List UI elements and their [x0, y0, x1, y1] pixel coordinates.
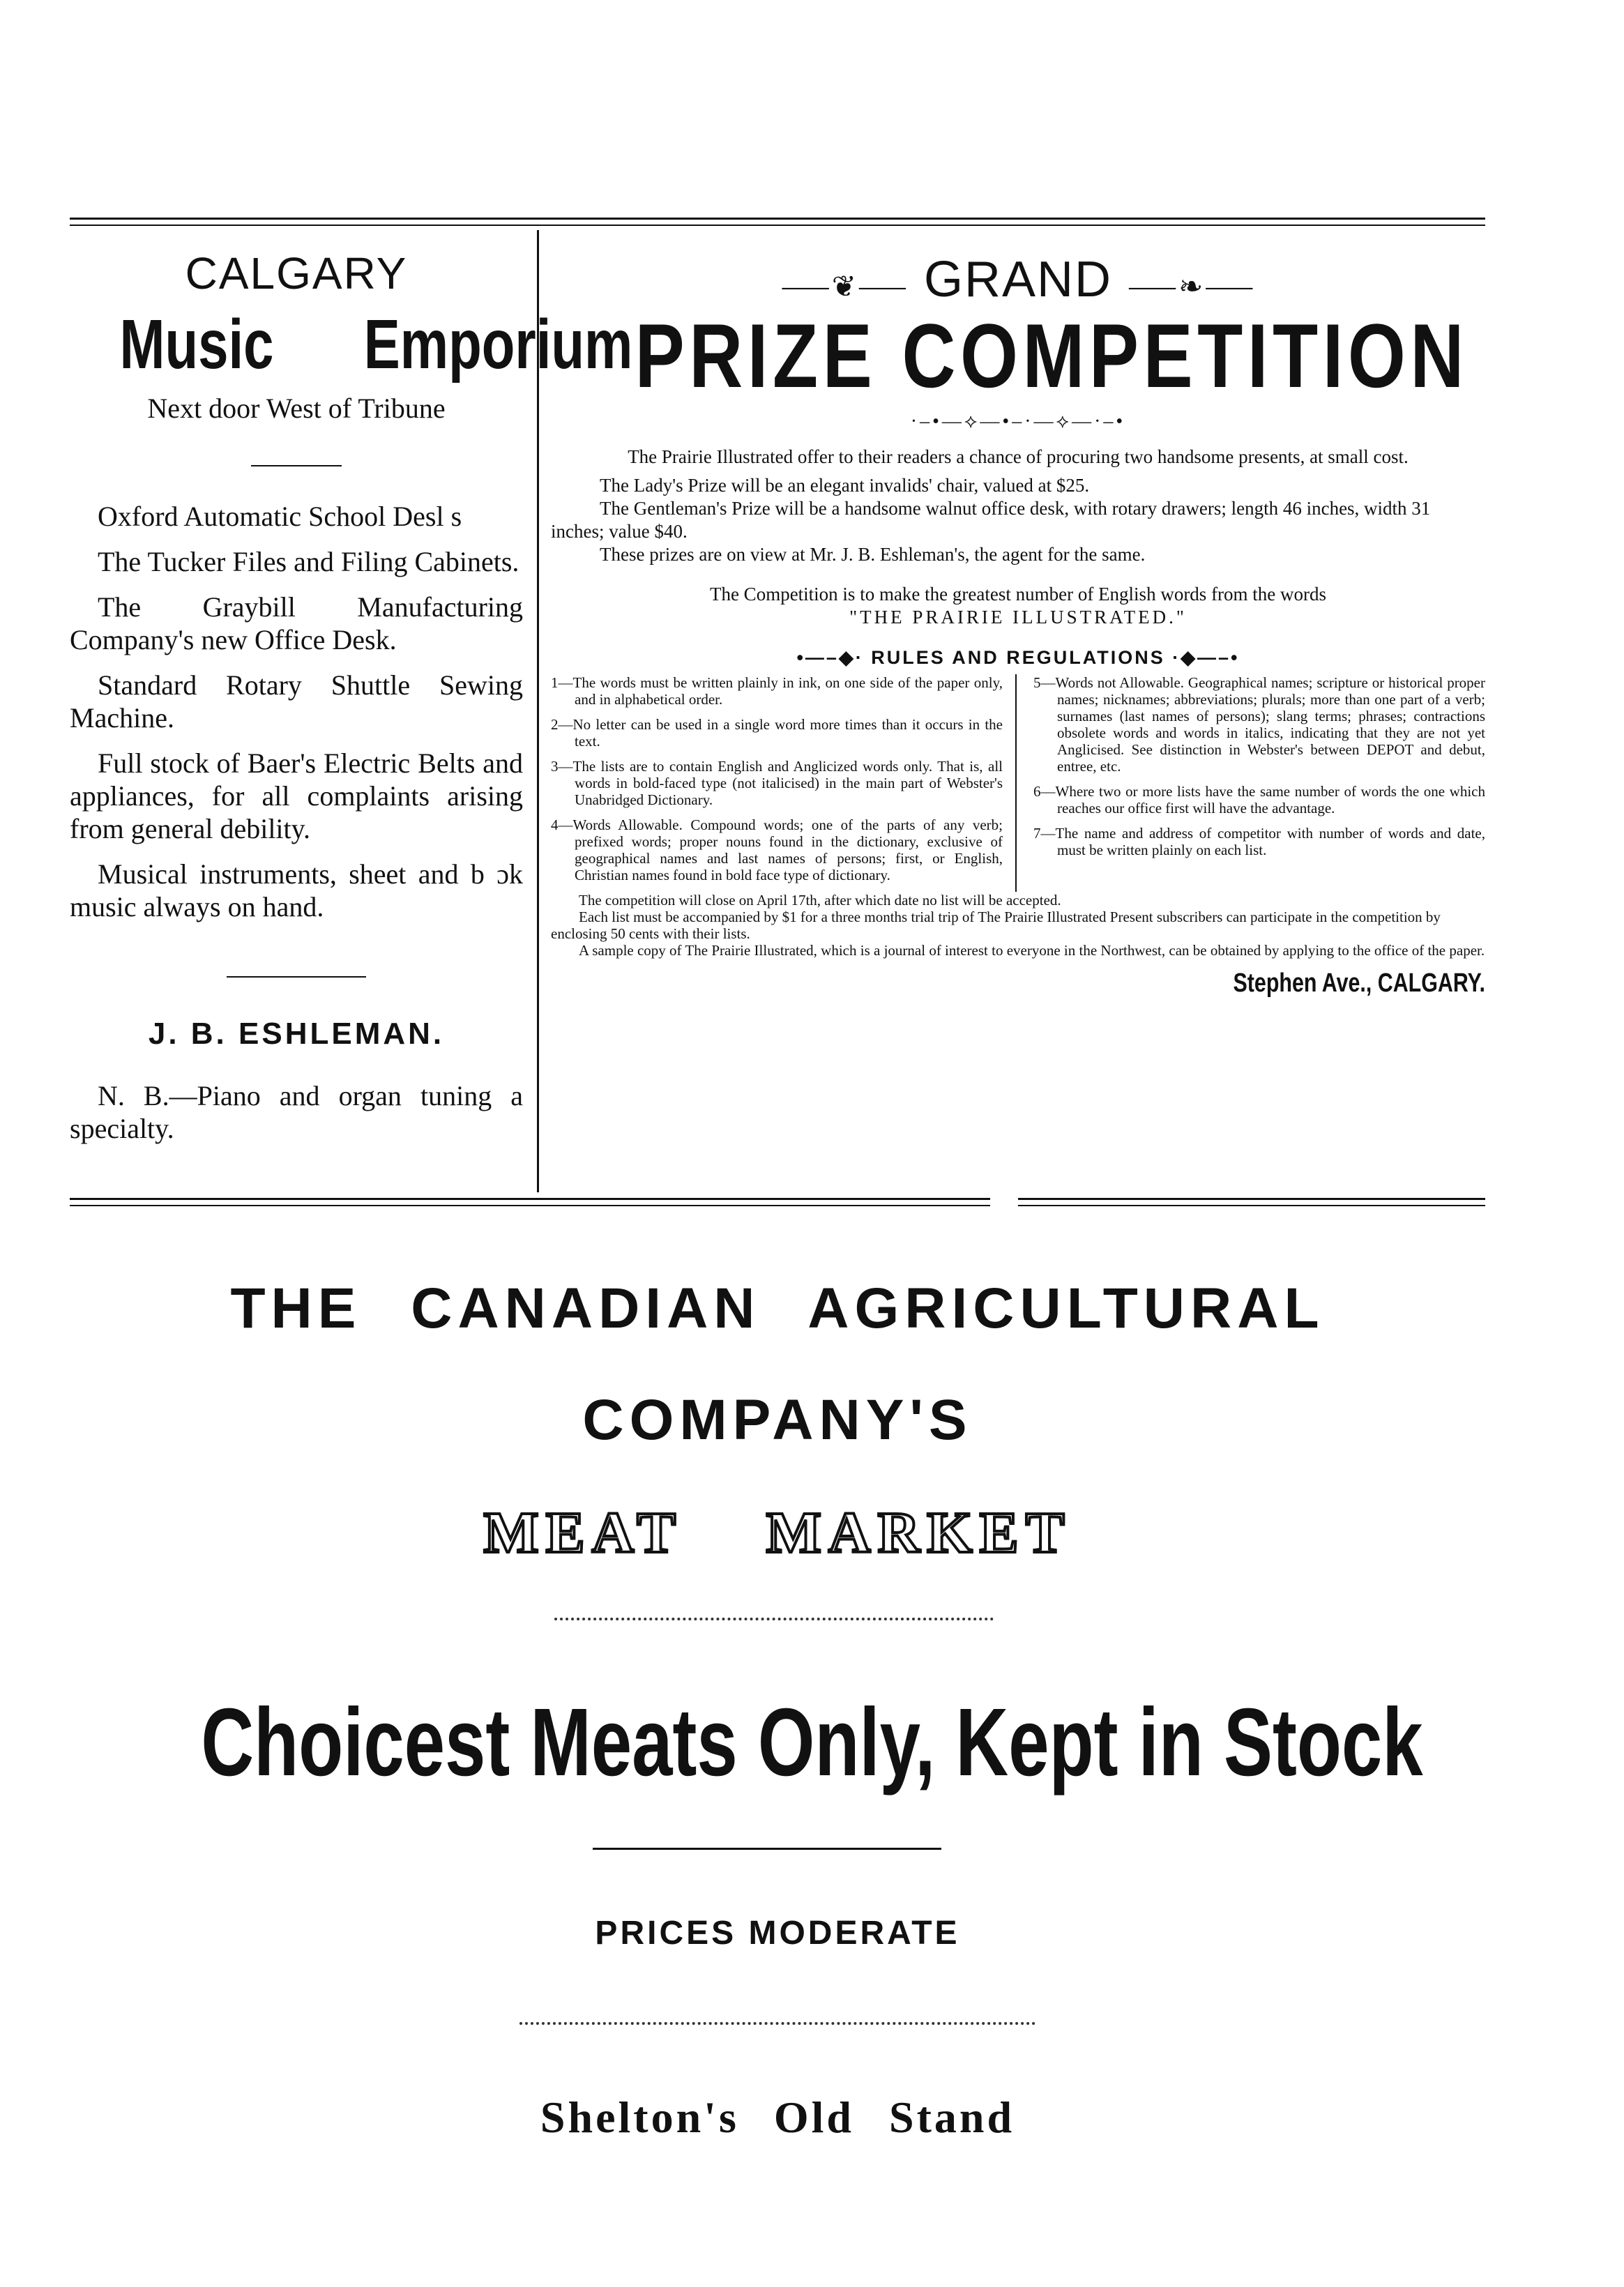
closing-para: The competition will close on April 17th, after which date no list will be accepted. [579, 891, 1061, 909]
location-line: Next door West of Tribune [147, 393, 446, 424]
mid-rule-1a [70, 1198, 990, 1200]
top-rule-2 [70, 225, 1485, 226]
business-word-music: Music [119, 305, 274, 383]
ornament-right-icon: ⸺❧⸺ [1128, 270, 1256, 303]
address-line: Stephen Ave., CALGARY. [1233, 968, 1485, 998]
prices-line: PRICES MODERATE [595, 1915, 960, 1952]
intro-para: These prizes are on view at Mr. J. B. Eshleman's, the agent for the same. [600, 543, 1146, 565]
grand-word: GRAND [923, 252, 1112, 307]
intro-para: The Gentleman's Prize will be a handsome walnut office desk, with rotary drawers; length 46 inches, width 31 inches; value $40. [551, 497, 1431, 542]
proprietor-name: J. B. ESHLEMAN. [148, 1017, 445, 1051]
item-list [70, 500, 523, 923]
intro-para: The Lady's Prize will be an elegant invalids' chair, valued at $25. [600, 474, 1090, 496]
ornament-icon: ·◆—–• [1172, 646, 1240, 668]
mid-rule-1b [1018, 1198, 1485, 1200]
ornament-icon: •—–◆· [796, 646, 864, 668]
short-divider [251, 465, 342, 466]
music-emporium-ad [70, 248, 633, 1145]
dotted-divider-2 [519, 2022, 1035, 2025]
list-item: Musical instruments, sheet and b ɔk music always on hand. [70, 858, 523, 922]
short-divider [593, 1848, 941, 1850]
dotted-divider-1 [554, 1618, 994, 1620]
rules-right-column [1033, 674, 1485, 892]
business-word-emporium: Emporium [363, 305, 633, 383]
rule-item: 6—Where two or more lists have the same number of words the one which reaches our office first will have the advantage. [1033, 782, 1485, 816]
short-divider [227, 976, 366, 978]
list-item: The Graybill Manufacturing Company's new Office Desk. [70, 591, 523, 655]
intro-text [551, 446, 1485, 629]
list-item: Full stock of Baer's Electric Belts and appliances, for all complaints arising from general debility. [70, 747, 523, 844]
rule-item: 7—The name and address of competitor with number of words and date, must be written plainly on each list. [1033, 824, 1485, 858]
rule-item: 2—No letter can be used in a single word more times than it occurs in the text. [551, 715, 1003, 750]
city-heading: CALGARY [185, 248, 408, 298]
closing-para: A sample copy of The Prairie Illustrated, which is a journal of interest to everyone in the Northwest, can be obtained by applying to the office of the paper. [579, 941, 1485, 959]
rule-item: 3—The lists are to contain English and Anglicized words only. That is, all words in bold-faced type (not italicised) in the main part of Webster's Unabridged Dictionary. [551, 757, 1003, 808]
competition-line: The Competition is to make the greatest number of English words from the words [709, 583, 1327, 605]
prize-heading: PRIZE COMPETITION [635, 305, 1469, 407]
business-name [119, 305, 633, 385]
flourish-icon: ·–•—⟡—•–·—⟡—·–• [910, 410, 1126, 432]
list-item: The Tucker Files and Filing Cabinets. [98, 546, 519, 577]
closing-para: Each list must be accompanied by $1 for a three months trial trip of The Prairie Illustrated Present subscribers can participate in the competition by enclosing 50 cents with their lists. [551, 908, 1441, 942]
rules-columns [551, 674, 1485, 892]
top-rule-1 [70, 218, 1485, 220]
mid-rule-2b [1018, 1205, 1485, 1206]
competition-words: "THE PRAIRIE ILLUSTRATED." [849, 606, 1187, 628]
rule-item: 1—The words must be written plainly in ink, on one side of the paper only, and in alphabetical order. [551, 674, 1003, 708]
location-line: Shelton's Old Stand [540, 2092, 1015, 2142]
meat-market-heading: MEAT MARKET [483, 1500, 1072, 1565]
grand-heading [551, 251, 1485, 308]
closing-text [551, 892, 1485, 959]
rule-item: 5—Words not Allowable. Geographical names; scripture or historical proper names; nicknames; abbreviations; plurals; more than one part of a verb; surnames (last names of persons); slang terms; phrases; contractions obsolete words and words in italics, indicating that they are not yet Anglicised. See distinction in Webster's between DEPOT and debut, entree, etc. [1033, 674, 1485, 775]
list-item: Oxford Automatic School Desl s [98, 501, 462, 532]
mid-rule-2a [70, 1205, 990, 1206]
rule-item: 4—Words Allowable. Compound words; one of the parts of any verb; prefixed words; proper nouns found in the dictionary, exclusive of geographical names and last names of persons; first, or English, Christian names found in bold face type of dictionary. [551, 816, 1003, 883]
ornament-left-icon: ⸺❦⸺ [780, 270, 909, 303]
company-line-1: THE CANADIAN AGRICULTURAL [230, 1277, 1325, 1340]
company-line-2: COMPANY'S [582, 1388, 973, 1452]
rules-left-column [551, 674, 1017, 892]
rules-heading-text: RULES AND REGULATIONS [871, 646, 1165, 668]
list-item: Standard Rotary Shuttle Sewing Machine. [70, 669, 523, 734]
intro-para: The Prairie Illustrated offer to their readers a chance of procuring two handsome presents, at small cost. [628, 446, 1409, 467]
tuning-note: N. B.—Piano and organ tuning a specialty. [70, 1080, 523, 1144]
rules-heading [551, 647, 1485, 669]
prize-competition-ad [551, 251, 1485, 998]
tagline: Choicest Meats Only, Kept in Stock [201, 1689, 1423, 1796]
